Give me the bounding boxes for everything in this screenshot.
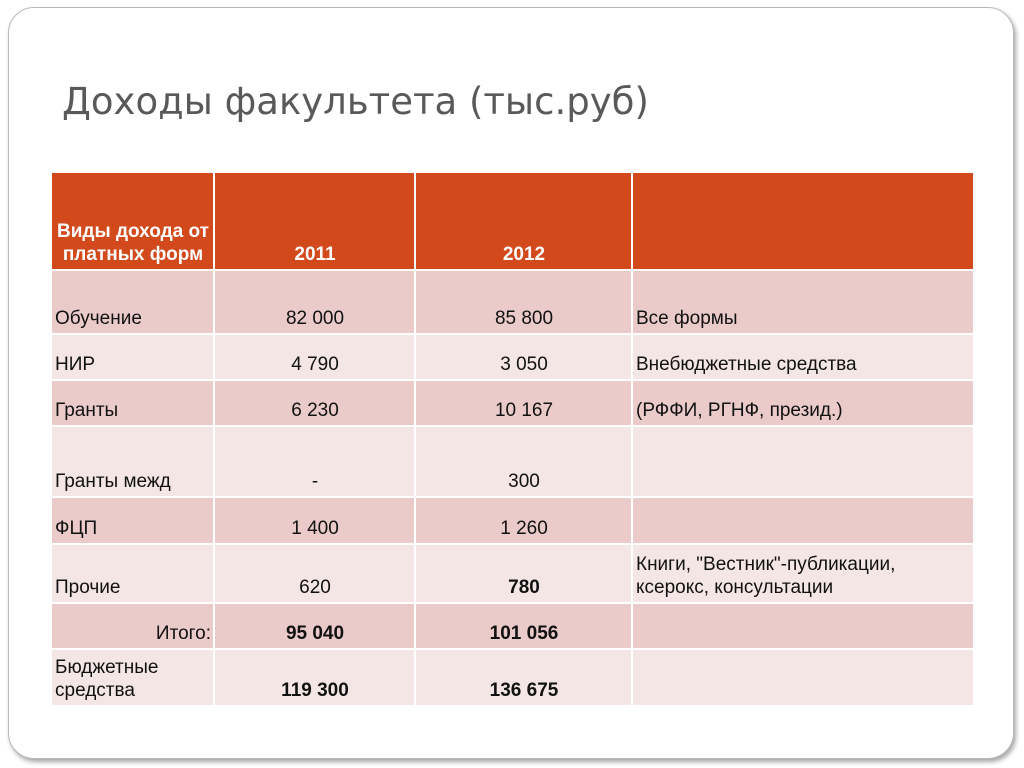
value-2012: 3 050 xyxy=(415,334,632,380)
row-label: ФЦП xyxy=(51,497,214,544)
value-2011: - xyxy=(214,426,415,497)
value-2011: 82 000 xyxy=(214,270,415,334)
value-2012: 101 056 xyxy=(415,603,632,649)
table-row xyxy=(51,270,974,334)
column-header-notes xyxy=(632,172,974,270)
row-note xyxy=(632,426,974,497)
row-label: Бюджетные средства xyxy=(51,649,214,706)
value-2011: 6 230 xyxy=(214,380,415,426)
column-header-2012: 2012 xyxy=(415,172,632,270)
row-note: Внебюджетные средства xyxy=(632,334,974,380)
row-note: Книги, "Вестник"-публикации, ксерокс, консультации xyxy=(632,544,974,603)
row-note: Все формы xyxy=(632,270,974,334)
value-2011: 1 400 xyxy=(214,497,415,544)
table-row xyxy=(51,544,974,603)
value-2011: 4 790 xyxy=(214,334,415,380)
value-2012: 780 xyxy=(415,544,632,603)
value-2011: 620 xyxy=(214,544,415,603)
row-label: Обучение xyxy=(51,270,214,334)
row-note xyxy=(632,649,974,706)
table-row xyxy=(51,334,974,380)
row-note: (РФФИ, РГНФ, презид.) xyxy=(632,380,974,426)
row-label: Прочие xyxy=(51,544,214,603)
value-2012: 300 xyxy=(415,426,632,497)
page-title: Доходы факультета (тыс.руб) xyxy=(62,80,649,123)
value-2012: 1 260 xyxy=(415,497,632,544)
table-header-row xyxy=(51,172,974,270)
row-label: Итого: xyxy=(51,603,214,649)
value-2011: 95 040 xyxy=(214,603,415,649)
value-2012: 85 800 xyxy=(415,270,632,334)
table-row xyxy=(51,426,974,497)
table-row xyxy=(51,497,974,544)
table-row xyxy=(51,649,974,706)
row-label: НИР xyxy=(51,334,214,380)
value-2011: 119 300 xyxy=(214,649,415,706)
value-2012: 10 167 xyxy=(415,380,632,426)
row-note xyxy=(632,497,974,544)
column-header-2011: 2011 xyxy=(214,172,415,270)
income-table xyxy=(50,171,975,707)
row-label: Гранты межд xyxy=(51,426,214,497)
column-header-income-type: Виды дохода от платных форм xyxy=(51,172,214,270)
table-row xyxy=(51,380,974,426)
row-note xyxy=(632,603,974,649)
value-2012: 136 675 xyxy=(415,649,632,706)
table-row-total xyxy=(51,603,974,649)
row-label: Гранты xyxy=(51,380,214,426)
